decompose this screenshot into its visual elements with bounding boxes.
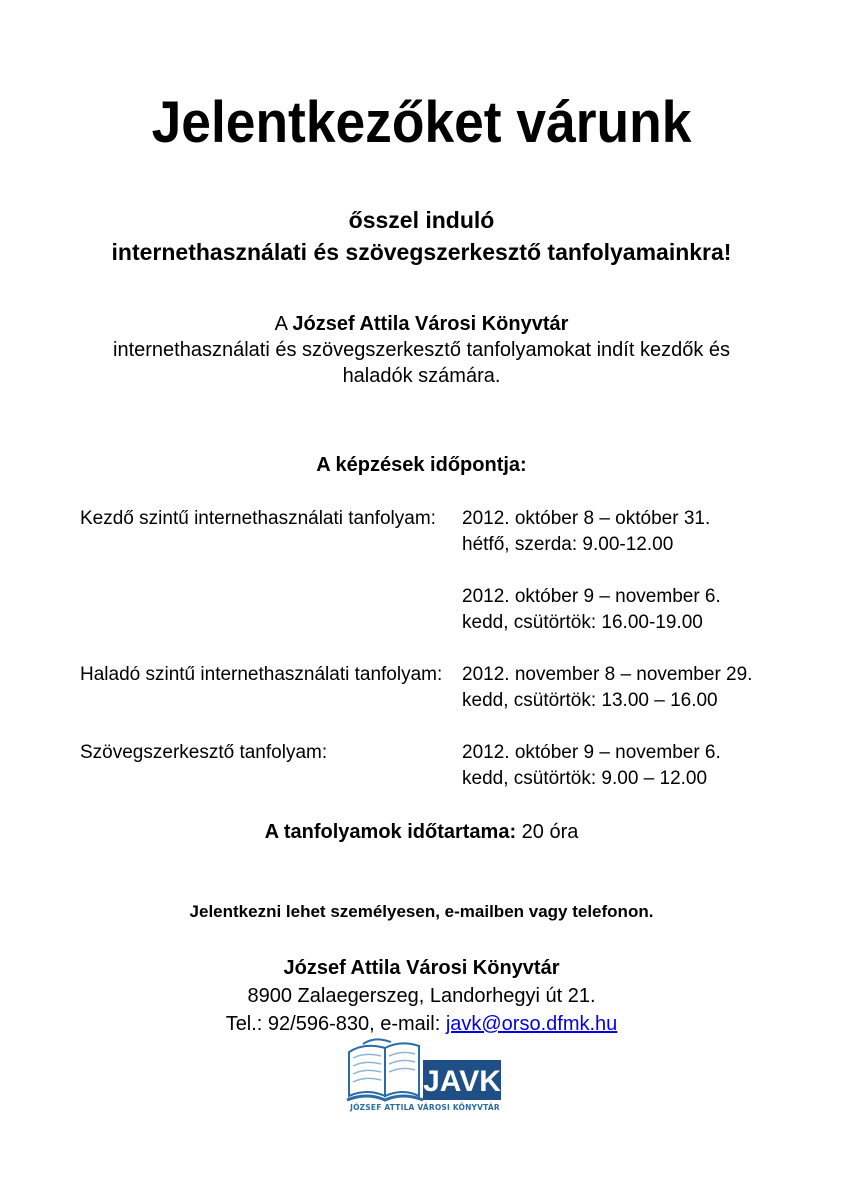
session-times: hétfő, szerda: 9.00-12.00	[462, 534, 674, 555]
session-dates: 2012. október 9 – november 6.	[462, 586, 721, 607]
course-name: Kezdő szintű internethasználati tanfolyam:	[80, 508, 436, 529]
course-sessions	[462, 740, 780, 792]
duration-value: 20 óra	[516, 821, 579, 843]
session-dates: 2012. október 8 – október 31.	[462, 508, 711, 529]
course-name: Haladó szintű internethasználati tanfolyam:	[80, 664, 443, 685]
course-beginner-internet	[80, 506, 780, 636]
email-link[interactable]: javk@orso.dfmk.hu	[445, 1013, 618, 1035]
contact-block	[0, 954, 843, 1038]
subtitle	[0, 204, 843, 268]
contact-phone: Tel.: 92/596-830, e-mail:	[225, 1013, 446, 1035]
course-duration	[0, 818, 843, 846]
intro-line-3: haladók számára.	[342, 365, 501, 387]
subtitle-line-1: ősszel induló	[348, 207, 495, 233]
course-advanced-internet	[80, 662, 780, 714]
session-times: kedd, csütörtök: 16.00-19.00	[462, 612, 703, 633]
intro-library-name: József Attila Városi Könyvtár	[292, 313, 569, 335]
page-title: Jelentkezőket várunk	[151, 90, 692, 155]
logo-caption: JÓZSEF ATTILA VÁROSI KÖNYVTÁR	[350, 1103, 500, 1112]
session-dates: 2012. november 8 – november 29.	[462, 664, 753, 685]
subtitle-line-2: internethasználati és szövegszerkesztő tanfolyamainkra!	[111, 239, 732, 265]
intro-line-2: internethasználati és szövegszerkesztő tanfolyamokat indít kezdők és	[113, 339, 730, 361]
course-sessions	[462, 662, 780, 714]
session-spacer	[462, 558, 780, 584]
schedule-list	[80, 506, 780, 818]
course-name: Szövegszerkesztő tanfolyam:	[80, 742, 328, 763]
contact-phone-email	[0, 1010, 843, 1038]
logo-text: JAVK	[423, 1065, 501, 1098]
intro-prefix: A	[274, 313, 293, 335]
contact-library-name: József Attila Városi Könyvtár	[283, 957, 560, 979]
contact-address: 8900 Zalaegerszeg, Landorhegyi út 21.	[247, 985, 596, 1007]
intro-line-1	[0, 311, 843, 337]
course-sessions	[462, 506, 780, 636]
session-dates: 2012. október 9 – november 6.	[462, 742, 721, 763]
course-word-processing	[80, 740, 780, 792]
intro-paragraph	[0, 311, 843, 389]
session-times: kedd, csütörtök: 9.00 – 12.00	[462, 768, 708, 789]
session-times: kedd, csütörtök: 13.00 – 16.00	[462, 690, 718, 711]
apply-text: Jelentkezni lehet személyesen, e-mailben vagy telefonon.	[189, 902, 654, 921]
duration-label: A tanfolyamok időtartama:	[264, 821, 517, 843]
schedule-heading: A képzések időpontja:	[316, 454, 527, 476]
open-book-icon	[347, 1039, 423, 1100]
